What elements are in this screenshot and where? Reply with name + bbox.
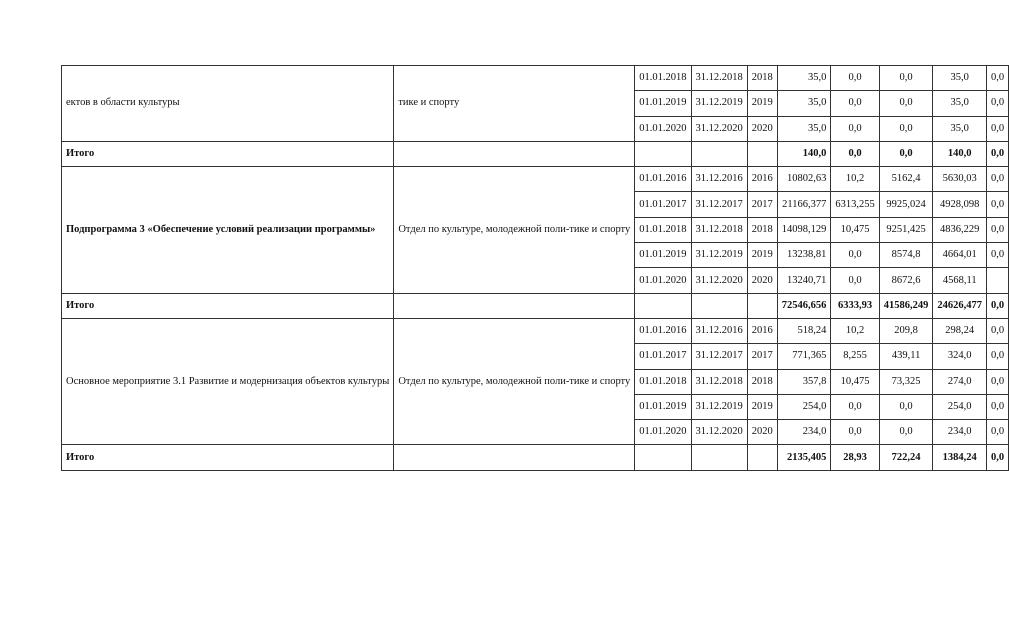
value-cell: 298,24 — [933, 318, 987, 343]
executor-cell: Отдел по культуре, молодежной поли-тике и спорту — [394, 318, 635, 444]
empty-cell — [394, 293, 635, 318]
value-cell: 0,0 — [831, 420, 879, 445]
end-date-cell: 31.12.2016 — [691, 167, 747, 192]
start-date-cell: 01.01.2020 — [635, 268, 691, 293]
total-cell: 35,0 — [777, 116, 831, 141]
value-cell: 0,0 — [987, 318, 1009, 343]
end-date-cell: 31.12.2018 — [691, 217, 747, 242]
year-cell: 2016 — [747, 318, 777, 343]
year-cell: 2017 — [747, 344, 777, 369]
year-cell: 2018 — [747, 217, 777, 242]
empty-cell — [394, 141, 635, 166]
year-cell: 2018 — [747, 66, 777, 91]
value-cell: 0,0 — [879, 91, 933, 116]
value-cell: 140,0 — [933, 141, 987, 166]
value-cell: 6333,93 — [831, 293, 879, 318]
total-cell: 254,0 — [777, 394, 831, 419]
total-cell: 72546,656 — [777, 293, 831, 318]
end-date-cell: 31.12.2020 — [691, 268, 747, 293]
start-date-cell: 01.01.2018 — [635, 66, 691, 91]
table-row — [62, 66, 1009, 91]
value-cell: 6313,255 — [831, 192, 879, 217]
value-cell: 35,0 — [933, 116, 987, 141]
value-cell: 0,0 — [831, 243, 879, 268]
executor-cell: тике и спорту — [394, 66, 635, 142]
total-row — [62, 445, 1009, 470]
start-date-cell: 01.01.2020 — [635, 116, 691, 141]
year-cell: 2020 — [747, 268, 777, 293]
value-cell: 10,475 — [831, 217, 879, 242]
total-cell: 140,0 — [777, 141, 831, 166]
value-cell: 4568,11 — [933, 268, 987, 293]
value-cell: 24626,477 — [933, 293, 987, 318]
value-cell: 9925,024 — [879, 192, 933, 217]
value-cell: 234,0 — [933, 420, 987, 445]
value-cell: 0,0 — [987, 243, 1009, 268]
value-cell: 254,0 — [933, 394, 987, 419]
table-row — [62, 167, 1009, 192]
start-date-cell: 01.01.2016 — [635, 167, 691, 192]
value-cell: 0,0 — [987, 66, 1009, 91]
empty-cell — [747, 293, 777, 318]
end-date-cell: 31.12.2020 — [691, 116, 747, 141]
total-cell: 357,8 — [777, 369, 831, 394]
value-cell: 0,0 — [987, 116, 1009, 141]
event-name-cell: ектов в области культуры — [62, 66, 394, 142]
value-cell: 1384,24 — [933, 445, 987, 470]
start-date-cell: 01.01.2018 — [635, 369, 691, 394]
value-cell: 0,0 — [987, 445, 1009, 470]
value-cell: 324,0 — [933, 344, 987, 369]
total-cell: 13240,71 — [777, 268, 831, 293]
value-cell: 8672,6 — [879, 268, 933, 293]
value-cell: 0,0 — [987, 91, 1009, 116]
end-date-cell: 31.12.2017 — [691, 192, 747, 217]
total-cell: 14098,129 — [777, 217, 831, 242]
total-cell: 13238,81 — [777, 243, 831, 268]
start-date-cell: 01.01.2020 — [635, 420, 691, 445]
year-cell: 2017 — [747, 192, 777, 217]
total-cell: 35,0 — [777, 66, 831, 91]
end-date-cell: 31.12.2017 — [691, 344, 747, 369]
empty-cell — [394, 445, 635, 470]
value-cell: 0,0 — [987, 420, 1009, 445]
value-cell: 10,2 — [831, 318, 879, 343]
empty-cell — [635, 445, 691, 470]
total-label: Итого — [62, 445, 394, 470]
event-name-cell: Основное мероприятие 3.1 Развитие и модернизация объектов культуры — [62, 318, 394, 444]
total-cell: 518,24 — [777, 318, 831, 343]
value-cell: 73,325 — [879, 369, 933, 394]
value-cell — [987, 268, 1009, 293]
value-cell: 10,2 — [831, 167, 879, 192]
start-date-cell: 01.01.2018 — [635, 217, 691, 242]
value-cell: 4928,098 — [933, 192, 987, 217]
value-cell: 0,0 — [879, 420, 933, 445]
end-date-cell: 31.12.2018 — [691, 66, 747, 91]
year-cell: 2019 — [747, 394, 777, 419]
total-cell: 2135,405 — [777, 445, 831, 470]
value-cell: 0,0 — [879, 66, 933, 91]
budget-table — [61, 65, 1009, 471]
year-cell: 2016 — [747, 167, 777, 192]
end-date-cell: 31.12.2016 — [691, 318, 747, 343]
value-cell: 0,0 — [879, 116, 933, 141]
end-date-cell: 31.12.2019 — [691, 91, 747, 116]
value-cell: 722,24 — [879, 445, 933, 470]
total-row — [62, 293, 1009, 318]
value-cell: 4836,229 — [933, 217, 987, 242]
end-date-cell: 31.12.2020 — [691, 420, 747, 445]
start-date-cell: 01.01.2017 — [635, 192, 691, 217]
start-date-cell: 01.01.2017 — [635, 344, 691, 369]
year-cell: 2018 — [747, 369, 777, 394]
table-row — [62, 318, 1009, 343]
value-cell: 4664,01 — [933, 243, 987, 268]
value-cell: 0,0 — [879, 394, 933, 419]
year-cell: 2019 — [747, 91, 777, 116]
value-cell: 0,0 — [831, 268, 879, 293]
value-cell: 0,0 — [831, 66, 879, 91]
end-date-cell: 31.12.2019 — [691, 243, 747, 268]
start-date-cell: 01.01.2016 — [635, 318, 691, 343]
start-date-cell: 01.01.2019 — [635, 91, 691, 116]
value-cell: 0,0 — [879, 141, 933, 166]
total-label: Итого — [62, 293, 394, 318]
end-date-cell: 31.12.2019 — [691, 394, 747, 419]
value-cell: 0,0 — [987, 192, 1009, 217]
start-date-cell: 01.01.2019 — [635, 243, 691, 268]
start-date-cell: 01.01.2019 — [635, 394, 691, 419]
total-cell: 771,365 — [777, 344, 831, 369]
executor-cell: Отдел по культуре, молодежной поли-тике и спорту — [394, 167, 635, 293]
value-cell: 439,11 — [879, 344, 933, 369]
total-cell: 21166,377 — [777, 192, 831, 217]
total-cell: 234,0 — [777, 420, 831, 445]
total-cell: 35,0 — [777, 91, 831, 116]
total-label: Итого — [62, 141, 394, 166]
value-cell: 35,0 — [933, 66, 987, 91]
subprogram-name-cell: Подпрограмма 3 «Обеспечение условий реализации программы» — [62, 167, 394, 293]
empty-cell — [747, 445, 777, 470]
value-cell: 41586,249 — [879, 293, 933, 318]
value-cell: 274,0 — [933, 369, 987, 394]
end-date-cell: 31.12.2018 — [691, 369, 747, 394]
value-cell: 0,0 — [987, 394, 1009, 419]
value-cell: 0,0 — [987, 141, 1009, 166]
value-cell: 0,0 — [987, 369, 1009, 394]
value-cell: 0,0 — [987, 344, 1009, 369]
value-cell: 0,0 — [987, 167, 1009, 192]
value-cell: 0,0 — [831, 141, 879, 166]
empty-cell — [747, 141, 777, 166]
value-cell: 10,475 — [831, 369, 879, 394]
value-cell: 5630,03 — [933, 167, 987, 192]
year-cell: 2019 — [747, 243, 777, 268]
value-cell: 0,0 — [831, 394, 879, 419]
empty-cell — [691, 141, 747, 166]
value-cell: 0,0 — [987, 293, 1009, 318]
total-cell: 10802,63 — [777, 167, 831, 192]
empty-cell — [691, 293, 747, 318]
empty-cell — [635, 293, 691, 318]
empty-cell — [635, 141, 691, 166]
value-cell: 28,93 — [831, 445, 879, 470]
value-cell: 0,0 — [831, 91, 879, 116]
value-cell: 8574,8 — [879, 243, 933, 268]
value-cell: 35,0 — [933, 91, 987, 116]
value-cell: 0,0 — [831, 116, 879, 141]
year-cell: 2020 — [747, 116, 777, 141]
value-cell: 9251,425 — [879, 217, 933, 242]
value-cell: 0,0 — [987, 217, 1009, 242]
total-row — [62, 141, 1009, 166]
value-cell: 209,8 — [879, 318, 933, 343]
year-cell: 2020 — [747, 420, 777, 445]
empty-cell — [691, 445, 747, 470]
value-cell: 8,255 — [831, 344, 879, 369]
value-cell: 5162,4 — [879, 167, 933, 192]
